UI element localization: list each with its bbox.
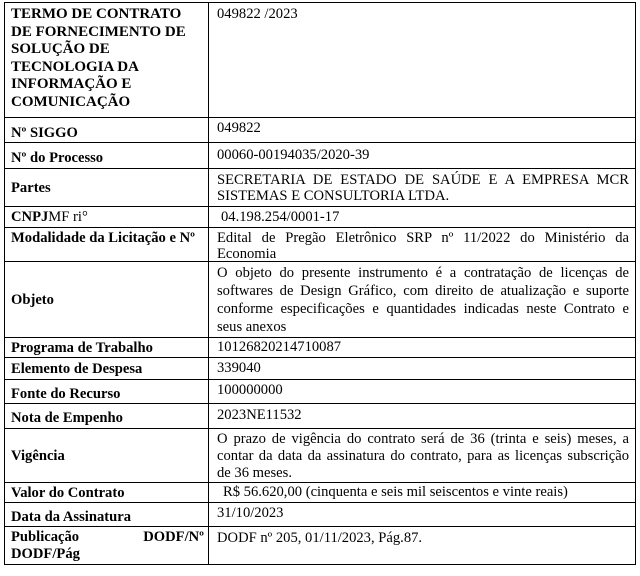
value-elemento: 339040 bbox=[217, 360, 261, 376]
table-row-termo bbox=[5, 3, 635, 117]
label-partes: Partes bbox=[5, 169, 209, 206]
label-cnpj-rest: MF ri° bbox=[48, 209, 88, 225]
value-objeto: O objeto do presente instrumento é a contratação de licenças de softwares de Design Gráfico, com direito de atualização e suporte conforme especificações e quantidades indicadas neste Contrato e seus anexos bbox=[217, 265, 629, 335]
table-row-fonte bbox=[5, 379, 635, 403]
value-partes: SECRETARIA DE ESTADO DE SAÚDE E A EMPRESA MCR SISTEMAS E CONSULTORIA LTDA. bbox=[217, 172, 629, 204]
label-siggo: Nº SIGGO bbox=[5, 118, 209, 142]
contract-summary-document bbox=[4, 2, 636, 574]
label-objeto: Objeto bbox=[5, 262, 209, 337]
contract-table bbox=[4, 2, 636, 565]
table-row-partes bbox=[5, 168, 635, 206]
value-fonte: 100000000 bbox=[217, 382, 283, 398]
table-row-publicacao bbox=[5, 526, 635, 564]
table-row-vigencia bbox=[5, 428, 635, 482]
label-termo: TERMO DE CONTRATO DE FORNECIMENTO DE SOLUÇÃO DE TECNOLOGIA DA INFORMAÇÃO E COMUNICAÇÃO bbox=[5, 3, 209, 117]
table-row-empenho bbox=[5, 403, 635, 428]
label-elemento: Elemento de Despesa bbox=[5, 358, 209, 379]
value-publicacao: DODF nº 205, 01/11/2023, Pág.87. bbox=[217, 530, 423, 546]
label-modalidade: Modalidade da Licitação e Nº bbox=[5, 228, 209, 261]
table-row-programa bbox=[5, 337, 635, 357]
table-row-elemento bbox=[5, 357, 635, 379]
table-row-valor bbox=[5, 482, 635, 502]
table-row-processo bbox=[5, 142, 635, 168]
label-processo: Nº do Processo bbox=[5, 143, 209, 168]
label-data-assinatura: Data da Assinatura bbox=[5, 503, 209, 526]
table-row-cnpj bbox=[5, 206, 635, 227]
label-fonte: Fonte do Recurso bbox=[5, 380, 209, 403]
label-cnpj bbox=[5, 207, 209, 227]
value-vigencia: O prazo de vigência do contrato será de 36 (trinta e seis) meses, a contar da data da assinatura do contrato, para as licenças subscrição de 36 meses. bbox=[217, 431, 629, 481]
label-publicacao: Publicação DODF/Nº DODF/Pág bbox=[5, 527, 209, 564]
value-programa: 10126820214710087 bbox=[217, 339, 342, 355]
value-valor: R$ 56.620,00 (cinquenta e seis mil seiscentos e vinte reais) bbox=[223, 484, 568, 500]
value-cnpj: 04.198.254/0001-17 bbox=[221, 209, 340, 225]
value-siggo: 049822 bbox=[217, 120, 261, 136]
value-empenho: 2023NE11532 bbox=[217, 407, 302, 423]
table-row-data-assinatura bbox=[5, 502, 635, 526]
value-data-assinatura: 31/10/2023 bbox=[217, 505, 284, 521]
value-termo: 049822 /2023 bbox=[217, 6, 298, 22]
label-valor: Valor do Contrato bbox=[5, 483, 209, 502]
label-vigencia: Vigência bbox=[5, 429, 209, 482]
value-modalidade: Edital de Pregão Eletrônico SRP nº 11/2022 do Ministério da Economia bbox=[217, 230, 629, 262]
label-cnpj-bold: CNPJ bbox=[11, 209, 49, 225]
label-empenho: Nota de Empenho bbox=[5, 404, 209, 428]
value-processo: 00060-00194035/2020-39 bbox=[217, 147, 370, 163]
table-row-modalidade bbox=[5, 227, 635, 261]
table-row-siggo bbox=[5, 117, 635, 142]
label-programa: Programa de Trabalho bbox=[5, 338, 209, 357]
table-row-objeto bbox=[5, 261, 635, 337]
